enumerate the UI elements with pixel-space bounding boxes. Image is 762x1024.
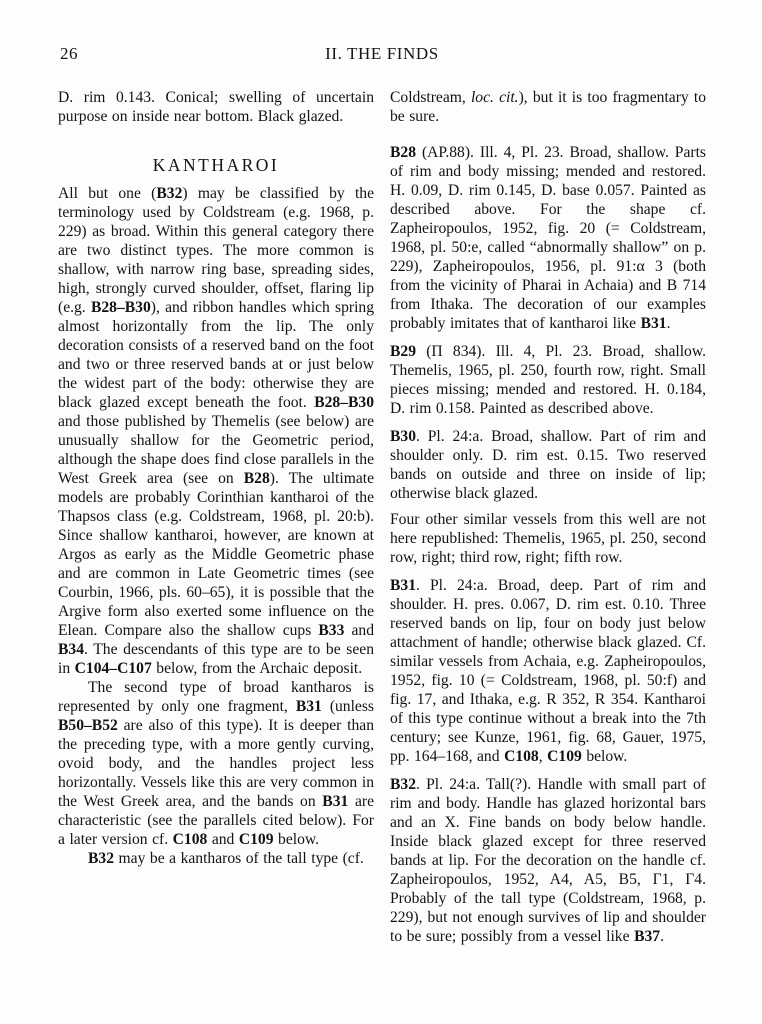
catalog-entry-b32: B32. Pl. 24:a. Tall(?). Handle with small part of rim and body. Handle has glazed horizontal bars and an X. Fine bands on body below handle. Inside black glazed except for three reserved bands at lip. For the decoration on the handle cf. Zapheiropoulos, 1952, A4, A5, B5, Γ1, Γ4. Probably of the tall type (Coldstream, 1968, p. 229), but not enough survives of lip and shoulder to be sure; possibly from a vessel like B37. xyxy=(390,776,706,945)
kantharoi-intro-paragraph: All but one (B32) may be classified by the terminology used by Coldstream (e.g. 1968, p. 229) as broad. Within this general category there are two distinct types. The more common is shallow, with narrow ring base, spreading sides, high, strongly curved shoulder, offset, flaring lip (e.g. B28–B30), and ribbon handles which spring almost horizontally from the lip. The only decoration consists of a reserved band on the foot and two or three reserved bands at or just below the widest part of the body: otherwise they are black glazed except beneath the foot. B28–B30 and those published by Themelis (see below) are unusually shallow for the Geometric period, although the shape does find close parallels in the West Greek area (see on B28). The ultimate models are probably Corinthian kantharoi of the Thapsos class (e.g. Coldstream, 1968, pl. 20:b). Since shallow kantharoi, however, are known at Argos as early as the Middle Geometric phase and are common in Late Geometric times (see Courbin, 1966, pls. 60–65), it is possible that the Argive form also exerted some influence on the Elean. Compare also the shallow cups B33 and B34. The descendants of this type are to be seen in C104–C107 below, from the Archaic deposit. xyxy=(58,185,375,677)
page-header xyxy=(58,44,706,63)
continuation-paragraph-left: D. rim 0.143. Conical; swelling of uncertain purpose on inside near bottom. Black glazed. xyxy=(58,89,374,125)
four-other-vessels-note: Four other similar vessels from this well are not here republished: Themelis, 1965, pl. 250, second row, right; third row, right; fifth row. xyxy=(390,511,706,566)
left-column xyxy=(58,88,374,946)
catalog-entry-b29: B29 (Π 834). Ill. 4, Pl. 23. Broad, shallow. Themelis, 1965, pl. 250, fourth row, right. Small pieces missing; mended and restored. H. 0.184, D. rim 0.158. Painted as described above. xyxy=(390,343,706,417)
continuation-paragraph-right: Coldstream, loc. cit.), but it is too fragmentary to be sure. xyxy=(390,89,706,125)
second-type-paragraph: The second type of broad kantharos is represented by only one fragment, B31 (unless B50–B52 are also of this type). It is deeper than the preceding type, with a more gently curving, ovoid body, and the handles project less horizontally. Vessels like this are very common in the West Greek area, and the bands on B31 are characteristic (see the parallels cited below). For a later version cf. C108 and C109 below. xyxy=(58,679,374,848)
page-number: 26 xyxy=(60,44,78,63)
catalog-entry-b30: B30. Pl. 24:a. Broad, shallow. Part of rim and shoulder only. D. rim est. 0.15. Two reserved bands on outside and three on inside of lip; otherwise black glazed. xyxy=(390,428,706,502)
catalog-entry-b31: B31. Pl. 24:a. Broad, deep. Part of rim and shoulder. H. pres. 0.067, D. rim est. 0.10. Three reserved bands on lip, four on body just below attachment of handle; otherwise black glazed. Cf. similar vessels from Achaia, e.g. Zapheiropoulos, 1952, fig. 10 (= Coldstream, 1968, pl. 50:f) and fig. 17, and Ithaka, e.g. R 352, R 354. Kantharoi of this type continue without a break into the 7th century; see Kunze, 1961, fig. 68, Gauer, 1975, pp. 164–168, and C108, C109 below. xyxy=(390,577,706,765)
b32-lead-paragraph: B32 may be a kantharos of the tall type (cf. xyxy=(88,850,364,867)
section-heading-kantharoi: KANTHAROI xyxy=(152,155,280,175)
running-header: II. THE FINDS xyxy=(325,44,439,63)
catalog-entry-b28: B28 (AP.88). Ill. 4, Pl. 23. Broad, shallow. Parts of rim and body missing; mended and restored. H. 0.09, D. rim 0.145, D. base 0.057. Painted as described above. For the shape cf. Zapheiropoulos, 1952, fig. 20 (= Coldstream, 1968, pl. 50:e, called “abnormally shallow” on p. 229), Zapheiropoulos, 1956, pl. 91:α 3 (both from the vicinity of Pharai in Achaia) and B 714 from Ithaka. The decoration of our examples probably imitates that of kantharoi like B31. xyxy=(390,144,706,332)
text-columns xyxy=(58,88,706,946)
right-column xyxy=(390,88,706,946)
